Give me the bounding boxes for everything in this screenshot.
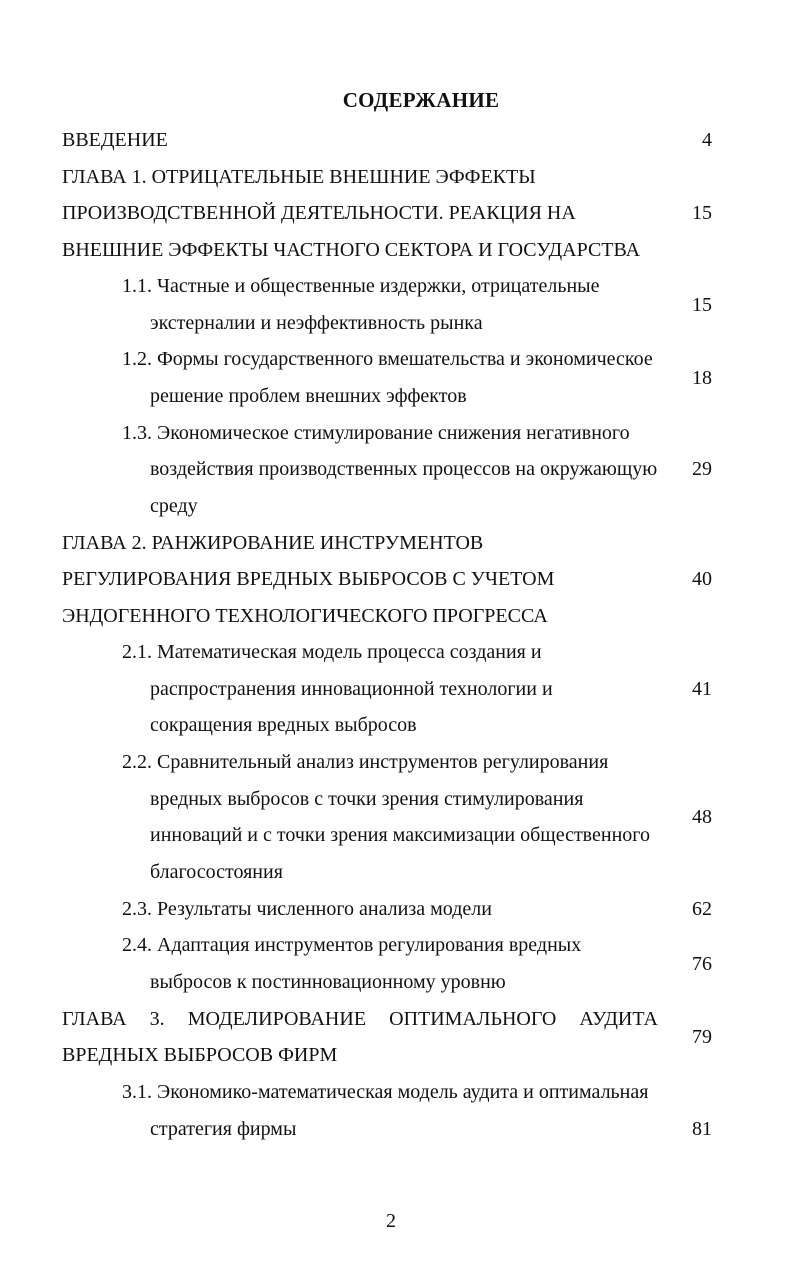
toc-entry-text: сокращения вредных выбросов xyxy=(150,714,417,736)
toc-entry-text: решение проблем внешних эффектов xyxy=(150,385,467,407)
toc-page-number: 48 xyxy=(692,806,712,828)
toc-entry-text: ВРЕДНЫХ ВЫБРОСОВ ФИРМ xyxy=(62,1044,338,1066)
toc-entry-text: ГЛАВА 1. ОТРИЦАТЕЛЬНЫЕ ВНЕШНИЕ ЭФФЕКТЫ xyxy=(62,166,536,188)
toc-page-number: 29 xyxy=(692,458,712,480)
toc-page-number: 15 xyxy=(692,202,712,224)
toc-entry-text: ВВЕДЕНИЕ xyxy=(62,129,168,151)
toc-page-number: 15 xyxy=(692,294,712,316)
toc-page-number: 4 xyxy=(702,129,712,151)
toc-page-number: 41 xyxy=(692,678,712,700)
toc-entry-text: ГЛАВА 2. РАНЖИРОВАНИЕ ИНСТРУМЕНТОВ xyxy=(62,532,484,554)
toc-entry-text: 1.3. Экономическое стимулирование снижения негативного xyxy=(122,422,630,444)
toc-entry-text: благосостояния xyxy=(150,861,283,883)
page-title: СОДЕРЖАНИЕ xyxy=(342,88,500,112)
toc-entry-text: ГЛАВА 3. МОДЕЛИРОВАНИЕ ОПТИМАЛЬНОГО АУДИТА xyxy=(62,1008,658,1030)
toc-page-number: 81 xyxy=(692,1118,712,1140)
toc-entry-text: распространения инновационной технологии и xyxy=(150,678,553,700)
toc-entry-text: 2.1. Математическая модель процесса создания и xyxy=(122,641,542,663)
toc-page-number: 76 xyxy=(692,953,712,975)
toc-entry-text: воздействия производственных процессов на окружающую xyxy=(150,458,658,480)
page-number-footer: 2 xyxy=(386,1210,396,1232)
toc-entry-text: 3.1. Экономико-математическая модель аудита и оптимальная xyxy=(122,1081,649,1103)
toc-entry-text: 2.2. Сравнительный анализ инструментов регулирования xyxy=(122,751,609,773)
toc-entry-text: РЕГУЛИРОВАНИЯ ВРЕДНЫХ ВЫБРОСОВ С УЧЕТОМ xyxy=(62,568,555,590)
toc-entry-text: ЭНДОГЕННОГО ТЕХНОЛОГИЧЕСКОГО ПРОГРЕССА xyxy=(62,605,548,627)
toc-entry-text: 2.3. Результаты численного анализа модели xyxy=(122,898,492,920)
toc-entry-text: среду xyxy=(150,495,198,517)
toc-page-number: 79 xyxy=(692,1026,712,1048)
toc-entry-text: стратегия фирмы xyxy=(150,1118,297,1140)
toc-page-number: 40 xyxy=(692,568,712,590)
toc-page-number: 62 xyxy=(692,898,712,920)
toc-entry-text: ПРОИЗВОДСТВЕННОЙ ДЕЯТЕЛЬНОСТИ. РЕАКЦИЯ НА xyxy=(62,202,576,224)
toc-entry-text: инноваций и с точки зрения максимизации общественного xyxy=(150,824,650,846)
toc-entry-text: 1.2. Формы государственного вмешательства и экономическое xyxy=(122,348,653,370)
toc-entry-text: выбросов к постинновационному уровню xyxy=(150,971,506,993)
toc-entry-text: ВНЕШНИЕ ЭФФЕКТЫ ЧАСТНОГО СЕКТОРА И ГОСУДАРСТВА xyxy=(62,239,641,261)
toc-entry-text: 1.1. Частные и общественные издержки, отрицательные xyxy=(122,275,600,297)
toc-page-number: 18 xyxy=(692,367,712,389)
toc-entry-text: 2.4. Адаптация инструментов регулирования вредных xyxy=(122,934,582,956)
toc-entry-text: экстерналии и неэффективность рынка xyxy=(150,312,483,334)
toc-entry-text: вредных выбросов с точки зрения стимулирования xyxy=(150,788,584,810)
